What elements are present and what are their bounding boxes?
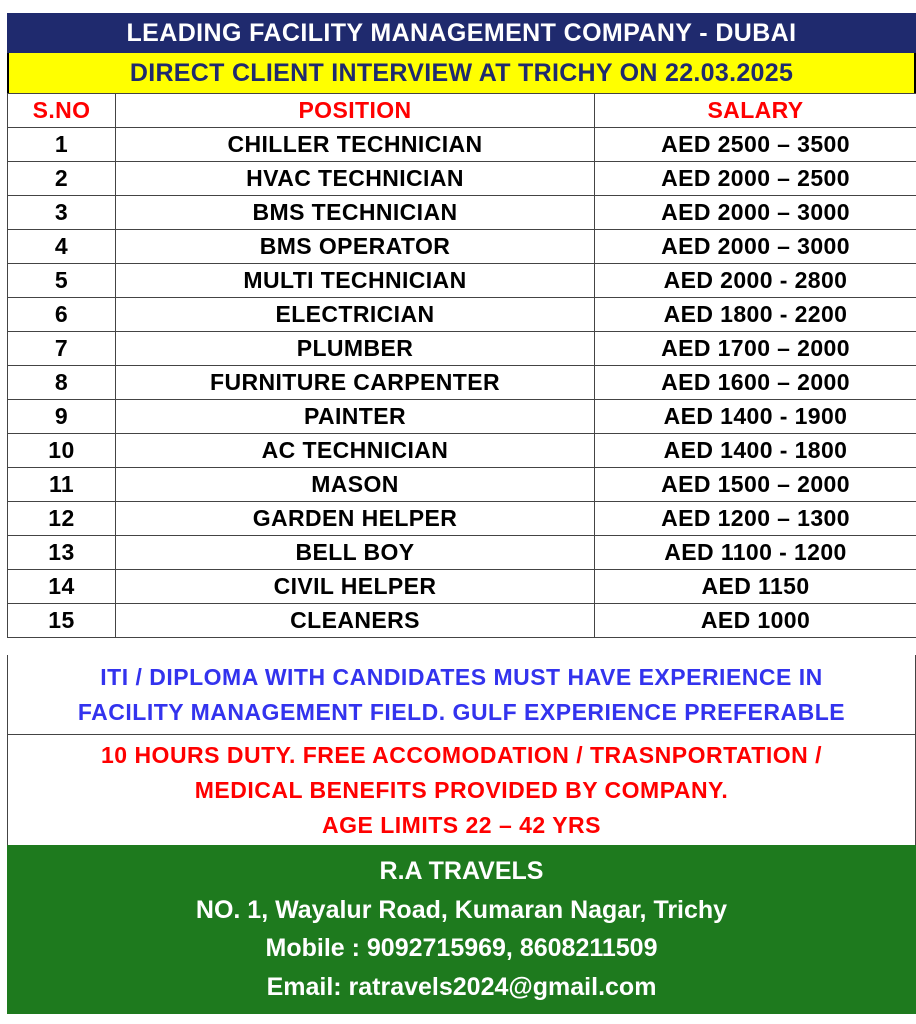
row-sno: 2	[8, 162, 116, 196]
row-salary: AED 2000 - 2800	[595, 264, 916, 298]
table-row	[8, 468, 916, 502]
agency-name: R.A TRAVELS	[379, 857, 544, 885]
table-row	[8, 128, 916, 162]
row-sno: 6	[8, 298, 116, 332]
row-position: PAINTER	[116, 400, 595, 434]
row-salary: AED 1700 – 2000	[595, 332, 916, 366]
row-sno: 11	[8, 468, 116, 502]
column-header-salary: SALARY	[595, 94, 916, 128]
row-salary: AED 1000	[595, 604, 916, 638]
row-salary: AED 1600 – 2000	[595, 366, 916, 400]
company-title-banner	[7, 13, 916, 53]
table-row	[8, 536, 916, 570]
row-salary: AED 1400 - 1800	[595, 434, 916, 468]
contact-block	[7, 845, 916, 1014]
row-sno: 5	[8, 264, 116, 298]
row-sno: 7	[8, 332, 116, 366]
table-row	[8, 332, 916, 366]
row-position: ELECTRICIAN	[116, 298, 595, 332]
table-row	[8, 570, 916, 604]
row-position: PLUMBER	[116, 332, 595, 366]
table-row	[8, 230, 916, 264]
benefits-line-1: 10 HOURS DUTY. FREE ACCOMODATION / TRASNPORTATION /	[100, 742, 823, 768]
row-position: GARDEN HELPER	[116, 502, 595, 536]
row-sno: 3	[8, 196, 116, 230]
benefits-note	[7, 735, 916, 845]
requirements-line-1: ITI / DIPLOMA WITH CANDIDATES MUST HAVE EXPERIENCE IN	[100, 664, 823, 690]
requirements-note	[7, 655, 916, 735]
positions-table	[7, 93, 916, 638]
row-sno: 13	[8, 536, 116, 570]
row-position: BELL BOY	[116, 536, 595, 570]
column-header-sno: S.NO	[8, 94, 116, 128]
table-row	[8, 604, 916, 638]
row-sno: 12	[8, 502, 116, 536]
interview-banner	[7, 53, 916, 93]
age-limit: AGE LIMITS 22 – 42 YRS	[321, 812, 601, 838]
row-salary: AED 1400 - 1900	[595, 400, 916, 434]
row-sno: 1	[8, 128, 116, 162]
row-salary: AED 2000 – 2500	[595, 162, 916, 196]
row-position: MASON	[116, 468, 595, 502]
row-position: BMS TECHNICIAN	[116, 196, 595, 230]
company-title: LEADING FACILITY MANAGEMENT COMPANY - DUBAI	[126, 18, 797, 47]
table-row	[8, 162, 916, 196]
column-header-position: POSITION	[116, 94, 595, 128]
row-salary: AED 1800 - 2200	[595, 298, 916, 332]
interview-title: DIRECT CLIENT INTERVIEW AT TRICHY ON 22.03.2025	[129, 58, 794, 87]
table-row	[8, 264, 916, 298]
row-sno: 15	[8, 604, 116, 638]
agency-address: NO. 1, Wayalur Road, Kumaran Nagar, Trichy	[195, 895, 728, 924]
row-position: CHILLER TECHNICIAN	[116, 128, 595, 162]
table-row	[8, 298, 916, 332]
row-salary: AED 1100 - 1200	[595, 536, 916, 570]
row-position: FURNITURE CARPENTER	[116, 366, 595, 400]
row-sno: 14	[8, 570, 116, 604]
job-advertisement	[7, 13, 916, 1014]
row-position: AC TECHNICIAN	[116, 434, 595, 468]
agency-email: Email: ratravels2024@gmail.com	[266, 972, 657, 1001]
row-sno: 10	[8, 434, 116, 468]
table-row	[8, 502, 916, 536]
table-row	[8, 400, 916, 434]
row-position: BMS OPERATOR	[116, 230, 595, 264]
row-salary: AED 2000 – 3000	[595, 230, 916, 264]
row-sno: 8	[8, 366, 116, 400]
row-position: MULTI TECHNICIAN	[116, 264, 595, 298]
row-position: CLEANERS	[116, 604, 595, 638]
row-position: HVAC TECHNICIAN	[116, 162, 595, 196]
row-salary: AED 2000 – 3000	[595, 196, 916, 230]
table-row	[8, 366, 916, 400]
row-sno: 4	[8, 230, 116, 264]
benefits-line-2: MEDICAL BENEFITS PROVIDED BY COMPANY.	[194, 777, 729, 803]
row-sno: 9	[8, 400, 116, 434]
row-salary: AED 1150	[595, 570, 916, 604]
table-header-row	[8, 94, 916, 128]
row-salary: AED 1200 – 1300	[595, 502, 916, 536]
table-row	[8, 196, 916, 230]
row-position: CIVIL HELPER	[116, 570, 595, 604]
agency-mobile: Mobile : 9092715969, 8608211509	[265, 934, 658, 962]
row-salary: AED 1500 – 2000	[595, 468, 916, 502]
table-row	[8, 434, 916, 468]
positions-table-body	[8, 128, 916, 638]
requirements-line-2: FACILITY MANAGEMENT FIELD. GULF EXPERIENCE PREFERABLE	[77, 699, 846, 725]
row-salary: AED 2500 – 3500	[595, 128, 916, 162]
